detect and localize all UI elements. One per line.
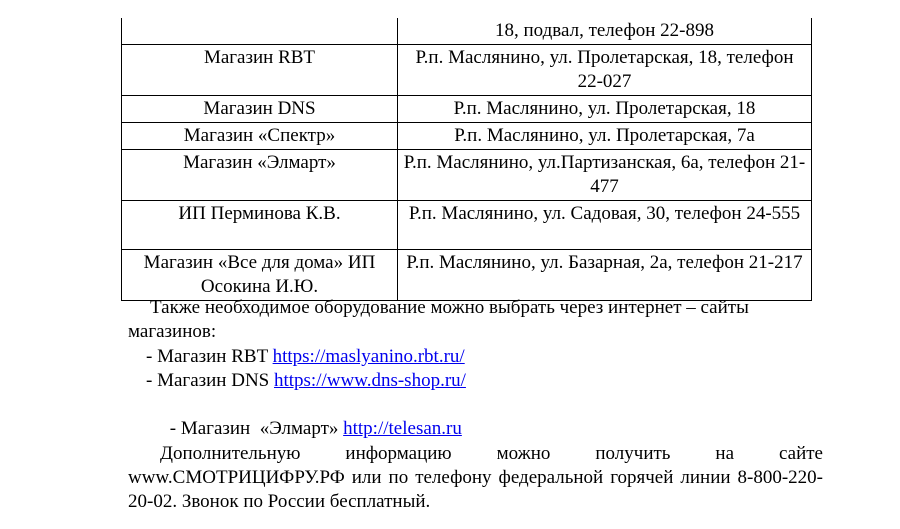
store-address-cell: Р.п. Маслянино, ул.Партизанская, 6а, телефон 21-477	[398, 150, 812, 201]
footer-line-1: Дополнительную информацию можно получить на сайте	[160, 443, 823, 464]
store-address-cell: Р.п. Маслянино, ул. Базарная, 2а, телефон 21-217	[398, 250, 812, 301]
table-row	[122, 201, 812, 250]
store-name-cell: Магазин «Элмарт»	[122, 150, 398, 201]
store-name-cell	[122, 18, 398, 45]
store-name-cell: ИП Перминова К.В.	[122, 201, 398, 250]
store-name-cell: Магазин DNS	[122, 96, 398, 123]
link-prefix: - Магазин «Элмарт»	[165, 418, 344, 439]
table-row	[122, 150, 812, 201]
table-row	[122, 250, 812, 301]
footer-rest: www.СМОТРИЦИФРУ.РФ или по телефону федеральной горячей линии 8-800-220-20-02. Звонок по России бесплатный.	[128, 467, 823, 512]
table-row	[122, 18, 812, 45]
table-row	[122, 45, 812, 96]
store-address-cell: 18, подвал, телефон 22-898	[398, 18, 812, 45]
dns-link[interactable]: https://www.dns-shop.ru/	[273, 370, 466, 391]
store-address-cell: Р.п. Маслянино, ул. Садовая, 30, телефон 24-555	[398, 201, 812, 250]
store-name-cell: Магазин RBT	[122, 45, 398, 96]
elmart-link[interactable]: http://telesan.ru	[343, 418, 462, 439]
footer-paragraph	[128, 442, 823, 514]
link-item-dns	[146, 369, 466, 393]
link-prefix: - Магазин DNS	[146, 370, 274, 391]
table-row	[122, 123, 812, 150]
store-address-cell: Р.п. Маслянино, ул. Пролетарская, 18	[398, 96, 812, 123]
intro-paragraph: Также необходимое оборудование можно выбрать через интернет – сайты магазинов:	[128, 297, 749, 342]
table-row	[122, 96, 812, 123]
link-prefix: - Магазин RBT	[146, 346, 273, 367]
rbt-link[interactable]: https://maslyanino.rbt.ru/	[272, 346, 465, 367]
stores-table	[121, 18, 812, 301]
store-name-cell: Магазин «Спектр»	[122, 123, 398, 150]
store-address-cell: Р.п. Маслянино, ул. Пролетарская, 18, телефон 22-027	[398, 45, 812, 96]
store-address-cell: Р.п. Маслянино, ул. Пролетарская, 7а	[398, 123, 812, 150]
link-item-rbt	[146, 345, 465, 369]
store-name-cell: Магазин «Все для дома» ИП Осокина И.Ю.	[122, 250, 398, 301]
